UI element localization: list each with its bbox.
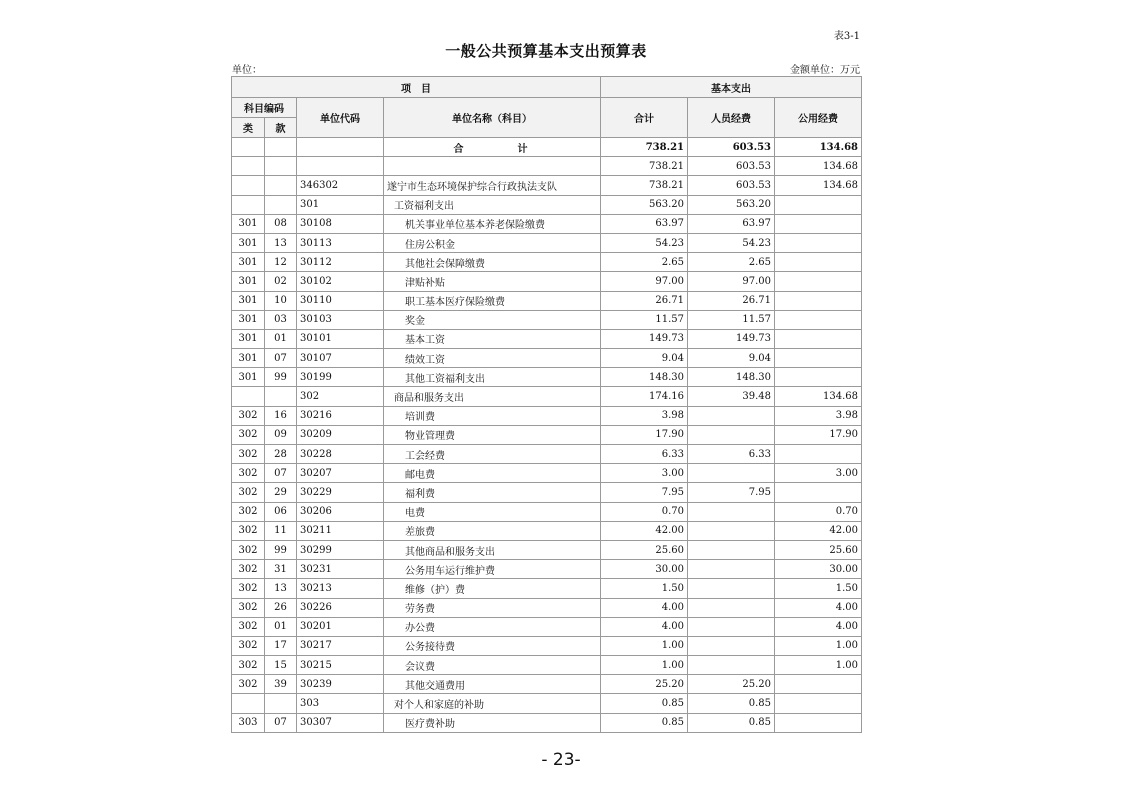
cell-lei: 301 <box>232 214 265 233</box>
cell-personnel: 11.57 <box>688 310 775 329</box>
cell-total: 1.50 <box>601 579 688 598</box>
cell-kuan: 08 <box>265 214 297 233</box>
table-row <box>232 483 862 502</box>
table-row <box>232 368 862 387</box>
cell-public <box>775 483 862 502</box>
table-row <box>232 310 862 329</box>
header-personnel: 人员经费 <box>688 98 775 138</box>
cell-unit-code: 30102 <box>297 272 384 291</box>
cell-total: 6.33 <box>601 445 688 464</box>
cell-unit-name: 工会经费 <box>384 445 601 464</box>
cell-total: 26.71 <box>601 291 688 310</box>
cell-unit-name: 物业管理费 <box>384 425 601 444</box>
cell-kuan: 16 <box>265 406 297 425</box>
cell-public: 3.98 <box>775 406 862 425</box>
cell-kuan <box>265 694 297 713</box>
cell-public: 30.00 <box>775 560 862 579</box>
cell-unit-name: 福利费 <box>384 483 601 502</box>
cell-public <box>775 233 862 252</box>
cell-kuan: 28 <box>265 445 297 464</box>
cell-unit-name: 职工基本医疗保险缴费 <box>384 291 601 310</box>
cell-personnel: 7.95 <box>688 483 775 502</box>
cell-personnel <box>688 464 775 483</box>
cell-personnel <box>688 636 775 655</box>
cell-unit-code: 30239 <box>297 675 384 694</box>
cell-personnel <box>688 540 775 559</box>
cell-unit-code: 30113 <box>297 233 384 252</box>
cell-unit-name: 其他交通费用 <box>384 675 601 694</box>
table-row <box>232 617 862 636</box>
cell-unit-code: 30108 <box>297 214 384 233</box>
cell-public <box>775 368 862 387</box>
cell-personnel: 6.33 <box>688 445 775 464</box>
cell-kuan: 39 <box>265 675 297 694</box>
cell-unit-code: 301 <box>297 195 384 214</box>
cell-lei: 302 <box>232 656 265 675</box>
table-row <box>232 253 862 272</box>
cell-unit-code: 30103 <box>297 310 384 329</box>
cell-kuan: 07 <box>265 349 297 368</box>
cell-personnel <box>688 425 775 444</box>
cell-unit-code: 30229 <box>297 483 384 502</box>
cell-kuan: 10 <box>265 291 297 310</box>
cell-unit-code: 30206 <box>297 502 384 521</box>
cell-personnel: 39.48 <box>688 387 775 406</box>
cell-unit-code: 30216 <box>297 406 384 425</box>
cell-kuan: 02 <box>265 272 297 291</box>
cell-public: 134.68 <box>775 138 862 157</box>
cell-public: 25.60 <box>775 540 862 559</box>
cell-kuan <box>265 138 297 157</box>
cell-unit-name: 邮电费 <box>384 464 601 483</box>
cell-personnel: 63.97 <box>688 214 775 233</box>
cell-unit-code: 30107 <box>297 349 384 368</box>
cell-lei: 301 <box>232 272 265 291</box>
cell-personnel: 54.23 <box>688 233 775 252</box>
cell-lei <box>232 138 265 157</box>
cell-lei: 302 <box>232 502 265 521</box>
table-row <box>232 329 862 348</box>
header-unit-name: 单位名称（科目） <box>384 98 601 138</box>
cell-total: 11.57 <box>601 310 688 329</box>
cell-kuan <box>265 387 297 406</box>
cell-total: 3.98 <box>601 406 688 425</box>
cell-unit-name: 其他商品和服务支出 <box>384 540 601 559</box>
cell-public <box>775 272 862 291</box>
table-row <box>232 387 862 406</box>
cell-personnel: 563.20 <box>688 195 775 214</box>
cell-unit-code: 30211 <box>297 521 384 540</box>
cell-kuan: 99 <box>265 368 297 387</box>
cell-total: 4.00 <box>601 617 688 636</box>
cell-unit-code: 30209 <box>297 425 384 444</box>
cell-lei: 303 <box>232 713 265 732</box>
cell-unit-code: 30110 <box>297 291 384 310</box>
cell-lei: 301 <box>232 349 265 368</box>
cell-total: 4.00 <box>601 598 688 617</box>
cell-unit-code: 30199 <box>297 368 384 387</box>
cell-total: 54.23 <box>601 233 688 252</box>
cell-personnel: 603.53 <box>688 138 775 157</box>
cell-unit-name: 医疗费补助 <box>384 713 601 732</box>
cell-public <box>775 713 862 732</box>
cell-public: 134.68 <box>775 176 862 195</box>
cell-unit-name: 奖金 <box>384 310 601 329</box>
cell-personnel <box>688 656 775 675</box>
cell-unit-code: 30226 <box>297 598 384 617</box>
cell-kuan: 13 <box>265 579 297 598</box>
cell-kuan: 11 <box>265 521 297 540</box>
cell-public <box>775 310 862 329</box>
cell-lei: 302 <box>232 425 265 444</box>
cell-total: 25.20 <box>601 675 688 694</box>
table-row <box>232 349 862 368</box>
cell-lei: 302 <box>232 675 265 694</box>
cell-total: 1.00 <box>601 656 688 675</box>
cell-unit-name: 基本工资 <box>384 329 601 348</box>
cell-kuan: 13 <box>265 233 297 252</box>
cell-personnel <box>688 598 775 617</box>
cell-personnel <box>688 617 775 636</box>
cell-kuan: 07 <box>265 464 297 483</box>
cell-lei <box>232 387 265 406</box>
cell-lei: 302 <box>232 483 265 502</box>
cell-total: 738.21 <box>601 176 688 195</box>
cell-kuan: 07 <box>265 713 297 732</box>
cell-unit-code: 302 <box>297 387 384 406</box>
header-basic-expenditure: 基本支出 <box>601 77 862 98</box>
cell-personnel <box>688 560 775 579</box>
cell-total: 0.70 <box>601 502 688 521</box>
cell-unit-code: 30231 <box>297 560 384 579</box>
cell-unit-name: 其他工资福利支出 <box>384 368 601 387</box>
cell-personnel <box>688 579 775 598</box>
header-public: 公用经费 <box>775 98 862 138</box>
cell-unit-name: 公务用车运行维护费 <box>384 560 601 579</box>
cell-personnel: 0.85 <box>688 713 775 732</box>
cell-personnel: 148.30 <box>688 368 775 387</box>
cell-total: 738.21 <box>601 138 688 157</box>
cell-public <box>775 291 862 310</box>
cell-personnel: 9.04 <box>688 349 775 368</box>
cell-public: 134.68 <box>775 157 862 176</box>
cell-kuan <box>265 195 297 214</box>
cell-kuan: 26 <box>265 598 297 617</box>
cell-unit-name <box>384 157 601 176</box>
table-row <box>232 540 862 559</box>
cell-unit-code <box>297 157 384 176</box>
cell-unit-name: 津贴补贴 <box>384 272 601 291</box>
cell-total: 2.65 <box>601 253 688 272</box>
cell-total: 97.00 <box>601 272 688 291</box>
header-subject-code: 科目编码 <box>232 98 297 118</box>
cell-public <box>775 694 862 713</box>
cell-total: 3.00 <box>601 464 688 483</box>
cell-unit-name: 工资福利支出 <box>384 195 601 214</box>
cell-kuan: 09 <box>265 425 297 444</box>
cell-kuan: 17 <box>265 636 297 655</box>
cell-personnel: 25.20 <box>688 675 775 694</box>
cell-public: 17.90 <box>775 425 862 444</box>
cell-lei: 302 <box>232 464 265 483</box>
cell-unit-code: 30213 <box>297 579 384 598</box>
cell-public <box>775 195 862 214</box>
header-lei: 类 <box>232 118 265 138</box>
cell-personnel <box>688 521 775 540</box>
cell-lei: 302 <box>232 540 265 559</box>
cell-kuan: 03 <box>265 310 297 329</box>
cell-kuan: 06 <box>265 502 297 521</box>
header-unit-code: 单位代码 <box>297 98 384 138</box>
total-row <box>232 138 862 157</box>
cell-total: 149.73 <box>601 329 688 348</box>
cell-public: 0.70 <box>775 502 862 521</box>
cell-unit-name: 培训费 <box>384 406 601 425</box>
cell-public <box>775 253 862 272</box>
cell-total: 738.21 <box>601 157 688 176</box>
table-row <box>232 233 862 252</box>
cell-lei: 302 <box>232 579 265 598</box>
cell-unit-name: 办公费 <box>384 617 601 636</box>
cell-personnel <box>688 406 775 425</box>
table-row <box>232 694 862 713</box>
table-row <box>232 560 862 579</box>
cell-public <box>775 675 862 694</box>
cell-kuan: 01 <box>265 329 297 348</box>
cell-total: 17.90 <box>601 425 688 444</box>
cell-lei: 301 <box>232 368 265 387</box>
table-row <box>232 425 862 444</box>
cell-unit-code: 30207 <box>297 464 384 483</box>
cell-unit-code: 30215 <box>297 656 384 675</box>
table-row <box>232 713 862 732</box>
cell-personnel: 0.85 <box>688 694 775 713</box>
cell-unit-code: 30228 <box>297 445 384 464</box>
cell-kuan: 12 <box>265 253 297 272</box>
cell-unit-code: 30112 <box>297 253 384 272</box>
cell-unit-name: 差旅费 <box>384 521 601 540</box>
cell-kuan <box>265 157 297 176</box>
cell-public: 4.00 <box>775 617 862 636</box>
cell-total: 0.85 <box>601 694 688 713</box>
cell-public: 134.68 <box>775 387 862 406</box>
cell-public <box>775 445 862 464</box>
cell-total: 148.30 <box>601 368 688 387</box>
budget-table <box>231 76 862 733</box>
table-row <box>232 636 862 655</box>
header-kuan: 款 <box>265 118 297 138</box>
cell-lei <box>232 157 265 176</box>
cell-personnel: 603.53 <box>688 176 775 195</box>
cell-public: 3.00 <box>775 464 862 483</box>
cell-unit-code: 30201 <box>297 617 384 636</box>
table-body <box>232 138 862 733</box>
table-row <box>232 272 862 291</box>
amount-unit-label: 金额单位：万元 <box>790 65 860 76</box>
cell-unit-code: 303 <box>297 694 384 713</box>
header-total: 合计 <box>601 98 688 138</box>
cell-lei: 302 <box>232 521 265 540</box>
cell-total: 1.00 <box>601 636 688 655</box>
cell-unit-name: 会议费 <box>384 656 601 675</box>
cell-total: 0.85 <box>601 713 688 732</box>
page-number: - 23- <box>541 750 581 770</box>
table-row <box>232 445 862 464</box>
table-row <box>232 464 862 483</box>
cell-unit-name: 机关事业单位基本养老保险缴费 <box>384 214 601 233</box>
cell-unit-name: 其他社会保障缴费 <box>384 253 601 272</box>
cell-kuan: 31 <box>265 560 297 579</box>
cell-public: 1.50 <box>775 579 862 598</box>
cell-kuan: 15 <box>265 656 297 675</box>
cell-kuan <box>265 176 297 195</box>
cell-unit-name: 公务接待费 <box>384 636 601 655</box>
cell-personnel <box>688 502 775 521</box>
cell-public <box>775 329 862 348</box>
cell-unit-code <box>297 138 384 157</box>
cell-total: 174.16 <box>601 387 688 406</box>
table-row <box>232 675 862 694</box>
cell-total: 63.97 <box>601 214 688 233</box>
cell-unit-name: 劳务费 <box>384 598 601 617</box>
cell-public <box>775 349 862 368</box>
cell-unit-code: 30217 <box>297 636 384 655</box>
cell-public: 42.00 <box>775 521 862 540</box>
cell-unit-name: 维修（护）费 <box>384 579 601 598</box>
cell-total: 30.00 <box>601 560 688 579</box>
cell-unit-name: 住房公积金 <box>384 233 601 252</box>
table-row <box>232 502 862 521</box>
cell-personnel: 603.53 <box>688 157 775 176</box>
header-project: 项 目 <box>232 77 601 98</box>
cell-lei <box>232 694 265 713</box>
cell-lei: 302 <box>232 598 265 617</box>
table-row <box>232 214 862 233</box>
table-row <box>232 195 862 214</box>
cell-total: 7.95 <box>601 483 688 502</box>
cell-personnel: 149.73 <box>688 329 775 348</box>
cell-lei <box>232 195 265 214</box>
cell-kuan: 99 <box>265 540 297 559</box>
cell-public: 1.00 <box>775 656 862 675</box>
cell-lei: 302 <box>232 560 265 579</box>
cell-total: 9.04 <box>601 349 688 368</box>
cell-unit-code: 30299 <box>297 540 384 559</box>
cell-personnel: 2.65 <box>688 253 775 272</box>
table-row <box>232 656 862 675</box>
cell-unit-code: 30307 <box>297 713 384 732</box>
cell-unit-name: 遂宁市生态环境保护综合行政执法支队 <box>384 176 601 195</box>
cell-lei: 302 <box>232 636 265 655</box>
cell-lei: 302 <box>232 406 265 425</box>
table-row <box>232 521 862 540</box>
unit-label: 单位： <box>232 65 262 76</box>
cell-lei: 301 <box>232 233 265 252</box>
cell-lei: 301 <box>232 253 265 272</box>
cell-unit-name: 绩效工资 <box>384 349 601 368</box>
cell-unit-name: 商品和服务支出 <box>384 387 601 406</box>
table-row <box>232 291 862 310</box>
table-row <box>232 598 862 617</box>
cell-kuan: 01 <box>265 617 297 636</box>
page-title: 一般公共预算基本支出预算表 <box>445 42 647 60</box>
cell-unit-code: 346302 <box>297 176 384 195</box>
table-row <box>232 579 862 598</box>
cell-lei <box>232 176 265 195</box>
table-row <box>232 157 862 176</box>
cell-personnel: 26.71 <box>688 291 775 310</box>
cell-unit-name: 合 计 <box>384 138 601 157</box>
cell-lei: 302 <box>232 617 265 636</box>
cell-unit-name: 对个人和家庭的补助 <box>384 694 601 713</box>
cell-lei: 302 <box>232 445 265 464</box>
cell-public: 4.00 <box>775 598 862 617</box>
cell-public: 1.00 <box>775 636 862 655</box>
cell-unit-code: 30101 <box>297 329 384 348</box>
table-number: 表3-1 <box>833 31 860 42</box>
cell-total: 42.00 <box>601 521 688 540</box>
cell-lei: 301 <box>232 329 265 348</box>
table-row <box>232 176 862 195</box>
cell-unit-name: 电费 <box>384 502 601 521</box>
cell-lei: 301 <box>232 310 265 329</box>
cell-kuan: 29 <box>265 483 297 502</box>
cell-lei: 301 <box>232 291 265 310</box>
cell-public <box>775 214 862 233</box>
cell-total: 25.60 <box>601 540 688 559</box>
cell-total: 563.20 <box>601 195 688 214</box>
cell-personnel: 97.00 <box>688 272 775 291</box>
table-row <box>232 406 862 425</box>
